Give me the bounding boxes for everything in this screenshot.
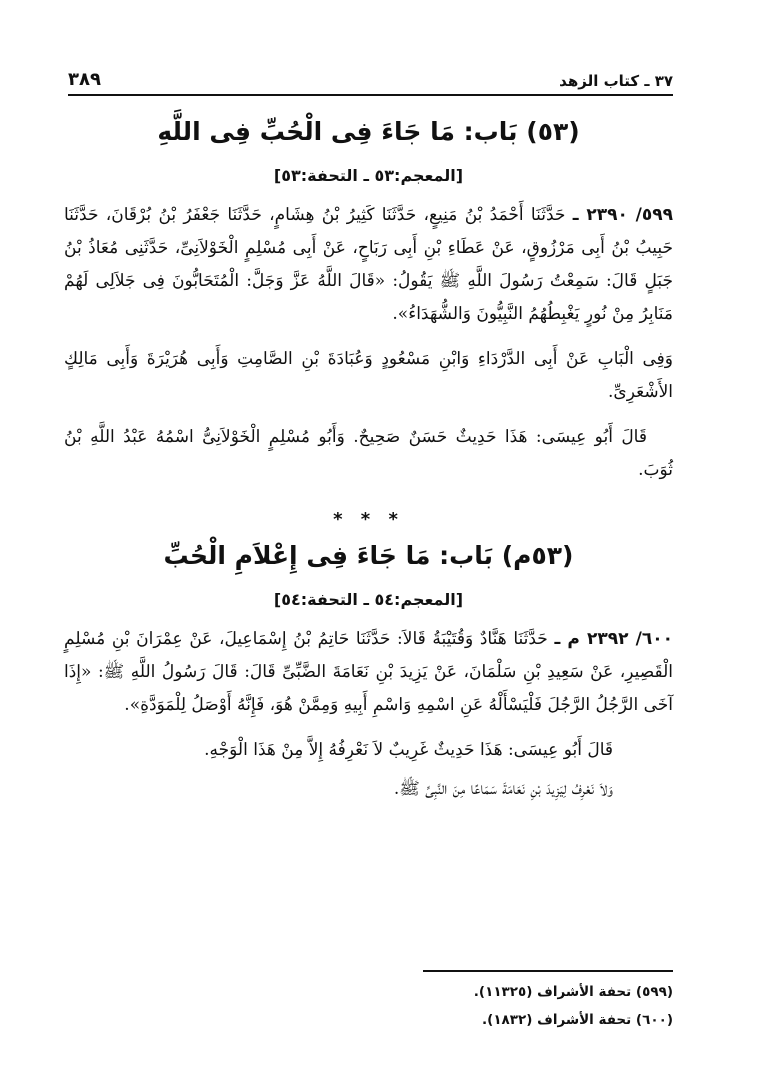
- chapter-reference-53: [المعجم:٥٣ ـ التحفة:٥٣]: [273, 166, 464, 185]
- footnote-600: (٦٠٠) تحفة الأشراف (١٨٣٢).: [482, 1012, 673, 1028]
- footnotes: [423, 970, 673, 1034]
- footnote-599: (٥٩٩) تحفة الأشراف (١١٣٢٥).: [473, 984, 673, 1000]
- page-content: [64, 112, 673, 812]
- running-title: ٣٧ ـ كتاب الزهد: [559, 72, 673, 90]
- page-number: ٣٨٩: [68, 69, 101, 90]
- grading-note: قَالَ أَبُو عِيسَى: هَذَا حَدِيثٌ غَرِيبٌ لاَ نَعْرِفُهُ إِلاَّ مِنْ هَذَا الْوَجْهِ.: [204, 740, 613, 760]
- grading-note: قَالَ أَبُو عِيسَى: هَذَا حَدِيثٌ حَسَنٌ صَحِيحٌ. وَأَبُو مُسْلِمٍ الْخَوْلاَنِىُّ اسْمُهُ عَبْدُ اللَّهِ بْنُ ثُوَبَ.: [64, 427, 673, 480]
- grading-note-2: وَلاَ نَعْرِفُ لِيَزِيدَ بْنِ نَعَامَةَ سَمَاعًا مِنَ النَّبِىِّ ﷺ.: [393, 779, 613, 799]
- section-separator: * * *: [333, 509, 404, 530]
- hadith-text: حَدَّثَنَا هَنَّادٌ وَقُتَيْبَةُ قَالاَ: حَدَّثَنَا حَاتِمُ بْنُ إِسْمَاعِيلَ، عَنْ عِمْرَانَ بْنِ مُسْلِمٍ الْقَصِيرِ، عَنْ سَعِيدِ بْنِ سَلْمَانَ، عَنْ يَزِيدَ بْنِ نَعَامَةَ الضَّبِّىِّ قَالَ: قَالَ رَسُولُ اللَّهِ ﷺ: «إِذَا آخَى الرَّجُلُ الرَّجُلَ فَلْيَسْأَلْهُ عَنِ اسْمِهِ وَاسْمِ أَبِيهِ وَمِمَّنْ هُوَ، فَإِنَّهُ أَوْصَلُ لِلْمَوَدَّةِ».: [64, 629, 673, 715]
- page-header: [68, 56, 673, 96]
- chapter-title-53m: (٥٣م) بَاب: مَا جَاءَ فِى إِعْلاَمِ الْحُبِّ: [163, 541, 574, 570]
- hadith-number: ٦٠٠/ ٢٣٩٢ م ـ: [554, 629, 674, 649]
- hadith-text: حَدَّثَنَا أَحْمَدُ بْنُ مَنِيعٍ، حَدَّثَنَا كَثِيرُ بْنُ هِشَامٍ، حَدَّثَنَا جَعْفَرُ بْنُ بُرْقَانَ، حَدَّثَنَا حَبِيبُ بْنُ أَبِى مَرْزُوقٍ، عَنْ عَطَاءِ بْنِ أَبِى رَبَاحٍ، عَنْ أَبِى مُسْلِمٍ الْخَوْلاَنِىِّ، حَدَّثَنِى مُعَاذُ بْنُ جَبَلٍ قَالَ: سَمِعْتُ رَسُولَ اللَّهِ ﷺ يَقُولُ: «قَالَ اللَّهُ عَزَّ وَجَلَّ: الْمُتَحَابُّونَ فِى جَلاَلِى لَهُمْ مَنَابِرُ مِنْ نُورٍ يَغْبِطُهُمُ النَّبِيُّونَ وَالشُّهَدَاءُ».: [64, 205, 673, 324]
- hadith-599: [64, 199, 673, 331]
- chapter-reference-54: [المعجم:٥٤ ـ التحفة:٥٤]: [273, 590, 464, 609]
- chapter-title-53: (٥٣) بَاب: مَا جَاءَ فِى الْحُبِّ فِى اللَّهِ: [157, 117, 580, 146]
- hadith-600: [64, 623, 673, 722]
- chapter-note: وَفِى الْبَابِ عَنْ أَبِى الدَّرْدَاءِ وَابْنِ مَسْعُودٍ وَعُبَادَةَ بْنِ الصَّامِتِ وَأَبِى هُرَيْرَةَ وَأَبِى مَالِكٍ الأَشْعَرِىِّ.: [64, 349, 673, 402]
- hadith-number: ٥٩٩/ ٢٣٩٠ ـ: [572, 205, 673, 225]
